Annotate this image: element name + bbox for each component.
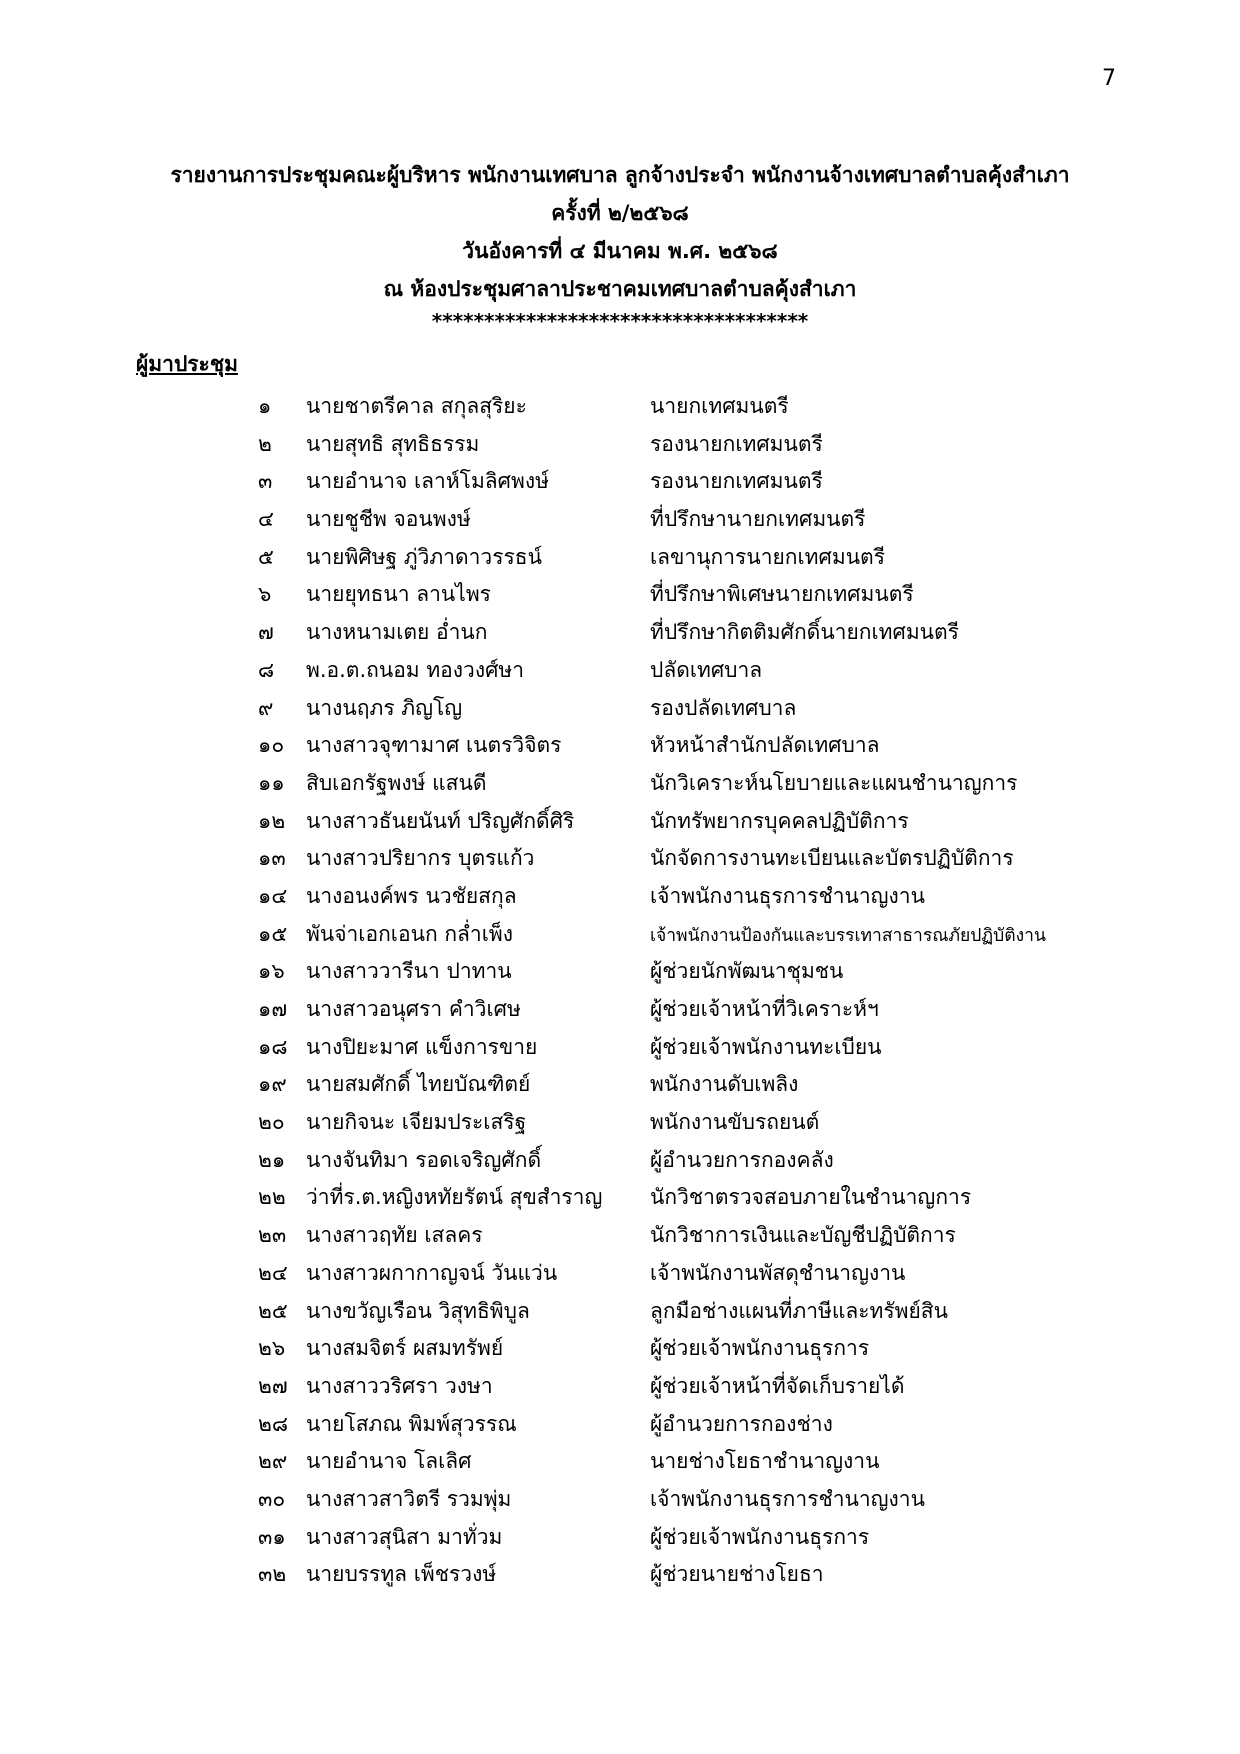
attendee-position: เลขานุการนายกเทศมนตรี (650, 544, 885, 569)
attendee-position: พนักงานขับรถยนต์ (650, 1110, 820, 1135)
attendee-name: นางอนงค์พร นวชัยสกุล (306, 883, 517, 908)
attendee-number: ๔ (258, 507, 274, 532)
attendee-name: นายบรรทูล เพ็ชรวงษ์ (306, 1562, 497, 1587)
attendee-number: ๑๑ (258, 770, 285, 795)
attendee-position: เจ้าพนักงานพัสดุชำนาญงาน (650, 1260, 906, 1285)
list-item (0, 1554, 1240, 1592)
attendee-name: นายสุทธิ สุทธิธรรม (306, 431, 480, 456)
attendee-number: ๒ (258, 431, 272, 456)
list-item (0, 1291, 1240, 1329)
list-item (0, 386, 1240, 424)
attendee-name: นายสมศักดิ์ ไทยบัณฑิตย์ (306, 1072, 531, 1097)
meeting-date: วันอังคารที่ ๔ มีนาคม พ.ศ. ๒๕๖๘ (462, 239, 778, 263)
attendee-name: นางสาวธันยนันท์ ปริญศักดิ์ศิริ (306, 808, 575, 833)
attendee-name: นางสาวสาวิตรี รวมพุ่ม (306, 1486, 512, 1511)
attendee-name: นางขวัญเรือน วิสุทธิพิบูล (306, 1298, 530, 1323)
attendee-number: ๒๓ (258, 1223, 287, 1248)
attendee-name: นางสาวจุฑามาศ เนตรวิจิตร (306, 733, 562, 758)
list-item (0, 537, 1240, 575)
list-item (0, 1177, 1240, 1215)
attendee-number: ๗ (258, 620, 274, 645)
meeting-venue: ณ ห้องประชุมศาลาประชาคมเทศบาลตำบลคุ้งสำเภา (383, 277, 857, 301)
list-item (0, 424, 1240, 462)
attendee-position: รองนายกเทศมนตรี (650, 469, 823, 494)
attendee-name: นางหนามเตย อ่ำนก (306, 620, 488, 645)
list-item (0, 650, 1240, 688)
list-item (0, 1215, 1240, 1253)
attendee-name: นางสาววริศรา วงษา (306, 1373, 493, 1398)
attendee-name: นายโสภณ พิมพ์สุวรรณ (306, 1411, 517, 1436)
attendee-number: ๒๘ (258, 1411, 289, 1436)
attendee-number: ๑๓ (258, 846, 286, 871)
attendee-number: ๒๒ (258, 1185, 286, 1210)
attendee-number: ๑๘ (258, 1034, 288, 1059)
attendee-number: ๙ (258, 695, 274, 720)
list-item (0, 951, 1240, 989)
attendee-position: ผู้ช่วยเจ้าพนักงานธุรการ (650, 1524, 870, 1549)
attendee-position: ปลัดเทศบาล (650, 657, 763, 682)
attendee-position: ผู้ช่วยเจ้าพนักงานทะเบียน (650, 1034, 882, 1059)
attendee-position: นักจัดการงานทะเบียนและบัตรปฏิบัติการ (650, 846, 1014, 871)
attendee-number: ๒๖ (258, 1336, 286, 1361)
list-item (0, 838, 1240, 876)
attendee-name: นายชาตรีคาล สกุลสุริยะ (306, 394, 527, 418)
attendee-number: ๑๖ (258, 959, 285, 984)
list-item (0, 1064, 1240, 1102)
attendee-number: ๑๔ (258, 883, 288, 908)
list-item (0, 1102, 1240, 1140)
attendee-position: นักวิเคราะห์นโยบายและแผนชำนาญการ (650, 770, 1018, 795)
list-item (0, 1027, 1240, 1065)
attendee-name: นายอำนาจ โลเลิศ (306, 1449, 472, 1474)
attendee-name: นางสาวปริยากร บุตรแก้ว (306, 846, 535, 871)
report-title: รายงานการประชุมคณะผู้บริหาร พนักงานเทศบาล ลูกจ้างประจำ พนักงานจ้างเทศบาลตำบลคุ้งสำเภา (170, 163, 1070, 187)
attendee-position: นายกเทศมนตรี (650, 394, 789, 418)
attendee-position: เจ้าพนักงานธุรการชำนาญงาน (650, 883, 925, 908)
list-item (0, 989, 1240, 1027)
attendee-name: นายอำนาจ เลาห์โมลิศพงษ์ (306, 469, 549, 494)
attendee-position: ผู้ช่วยนักพัฒนาชุมชน (650, 959, 844, 984)
attendee-number: ๒๗ (258, 1373, 288, 1398)
attendee-number: ๒๕ (258, 1298, 288, 1323)
list-item (0, 688, 1240, 726)
list-item (0, 574, 1240, 612)
attendee-position: ที่ปรึกษานายกเทศมนตรี (650, 507, 866, 532)
attendee-name: ว่าที่ร.ต.หญิงหทัยรัตน์ สุขสำราญ (306, 1185, 603, 1210)
attendee-number: ๓๐ (258, 1486, 286, 1511)
attendee-name: นางสาวผกากาญจน์ วันแว่น (306, 1260, 558, 1285)
attendee-position: นักทรัพยากรบุคคลปฏิบัติการ (650, 808, 909, 833)
attendee-number: ๓ (258, 469, 273, 494)
report-header (0, 156, 1240, 334)
attendee-number: ๒๔ (258, 1260, 288, 1285)
list-item (0, 914, 1240, 952)
list-item (0, 801, 1240, 839)
attendee-position: รองปลัดเทศบาล (650, 695, 797, 720)
attendee-position: ผู้ช่วยเจ้าพนักงานธุรการ (650, 1336, 870, 1361)
list-item (0, 1328, 1240, 1366)
attendee-number: ๕ (258, 544, 274, 569)
list-item (0, 499, 1240, 537)
list-item (0, 1140, 1240, 1178)
attendee-name: นายยุทธนา ลานไพร (306, 582, 491, 607)
attendee-position: พนักงานดับเพลิง (650, 1072, 799, 1097)
attendee-number: ๑๗ (258, 997, 288, 1021)
attendee-number: ๑๒ (258, 808, 286, 833)
attendee-number: ๒๐ (258, 1110, 285, 1135)
attendee-number: ๑ (258, 394, 272, 418)
attendee-name: นายพิศิษฐ ภู่วิภาดาวรรธน์ (306, 544, 542, 569)
attendee-position: เจ้าพนักงานป้องกันและบรรเทาสาธารณภัยปฏิบัติงาน (650, 925, 1046, 946)
attendee-position: หัวหน้าสำนักปลัดเทศบาล (650, 733, 880, 758)
list-item (0, 725, 1240, 763)
attendee-list (0, 386, 1240, 1592)
attendee-position: ลูกมือช่างแผนที่ภาษีและทรัพย์สิน (650, 1298, 948, 1323)
attendee-name: นายกิจนะ เจียมประเสริฐ (306, 1110, 527, 1135)
attendee-name: นางสาววารีนา ปาทาน (306, 959, 512, 984)
attendee-position: ที่ปรึกษาพิเศษนายกเทศมนตรี (650, 582, 914, 607)
attendee-name: นางปิยะมาศ แข็งการขาย (306, 1034, 538, 1059)
attendee-name: สิบเอกรัฐพงษ์ แสนดี (306, 770, 487, 795)
attendee-position: ที่ปรึกษากิตติมศักดิ์นายกเทศมนตรี (650, 620, 959, 645)
attendee-position: ผู้ช่วยนายช่างโยธา (650, 1562, 824, 1587)
attendee-name: นางสาวสุนิสา มาทั่วม (306, 1524, 503, 1549)
attendee-position: นักวิชาตรวจสอบภายในชำนาญการ (650, 1185, 972, 1210)
list-item (0, 763, 1240, 801)
attendee-position: ผู้ช่วยเจ้าหน้าที่จัดเก็บรายได้ (650, 1373, 905, 1398)
attendee-name: พันจ่าเอกเอนก กล่ำเพ็ง (306, 921, 513, 946)
meeting-number: ครั้งที่ ๒/๒๕๖๘ (551, 201, 689, 225)
attendee-position: ผู้อำนวยการกองคลัง (650, 1147, 834, 1172)
attendee-number: ๓๑ (258, 1524, 286, 1549)
attendee-number: ๑๐ (258, 733, 285, 758)
list-item (0, 1517, 1240, 1555)
attendee-position: นายช่างโยธาชำนาญงาน (650, 1449, 880, 1474)
attendee-position: รองนายกเทศมนตรี (650, 431, 823, 456)
attendee-number: ๒๑ (258, 1147, 286, 1172)
list-item (0, 1366, 1240, 1404)
list-item (0, 612, 1240, 650)
attendee-name: นายชูชีพ จอนพงษ์ (306, 507, 471, 532)
list-item (0, 1441, 1240, 1479)
attendee-name: นางสาวอนุศรา คำวิเศษ (306, 997, 521, 1021)
attendee-name: นางสมจิตร์ ผสมทรัพย์ (306, 1336, 504, 1361)
list-item (0, 1479, 1240, 1517)
list-item (0, 1404, 1240, 1442)
attendee-name: นางนฤภร ภิญโญ (306, 695, 463, 720)
list-item (0, 876, 1240, 914)
list-item (0, 1253, 1240, 1291)
header-divider: ************************************ (431, 309, 809, 333)
attendee-number: ๒๙ (258, 1449, 288, 1474)
attendee-position: นักวิชาการเงินและบัญชีปฏิบัติการ (650, 1223, 956, 1248)
list-item (0, 461, 1240, 499)
attendee-name: นางจันทิมา รอดเจริญศักดิ์ (306, 1147, 542, 1172)
attendee-number: ๑๕ (258, 921, 288, 946)
attendee-name: นางสาวฤทัย เสลคร (306, 1223, 483, 1248)
attendee-number: ๖ (258, 582, 272, 607)
attendee-number: ๓๒ (258, 1562, 287, 1587)
attendee-position: ผู้อำนวยการกองช่าง (650, 1411, 833, 1436)
attendee-position: ผู้ช่วยเจ้าหน้าที่วิเคราะห์ฯ (650, 997, 879, 1021)
section-title-attendees: ผู้มาประชุม (136, 352, 238, 376)
attendee-number: ๘ (258, 657, 275, 682)
attendee-position: เจ้าพนักงานธุรการชำนาญงาน (650, 1486, 925, 1511)
attendee-name: พ.อ.ต.ถนอม ทองวงศ์ษา (306, 657, 525, 682)
attendee-number: ๑๙ (258, 1072, 287, 1097)
page-number: 7 (1102, 66, 1116, 91)
